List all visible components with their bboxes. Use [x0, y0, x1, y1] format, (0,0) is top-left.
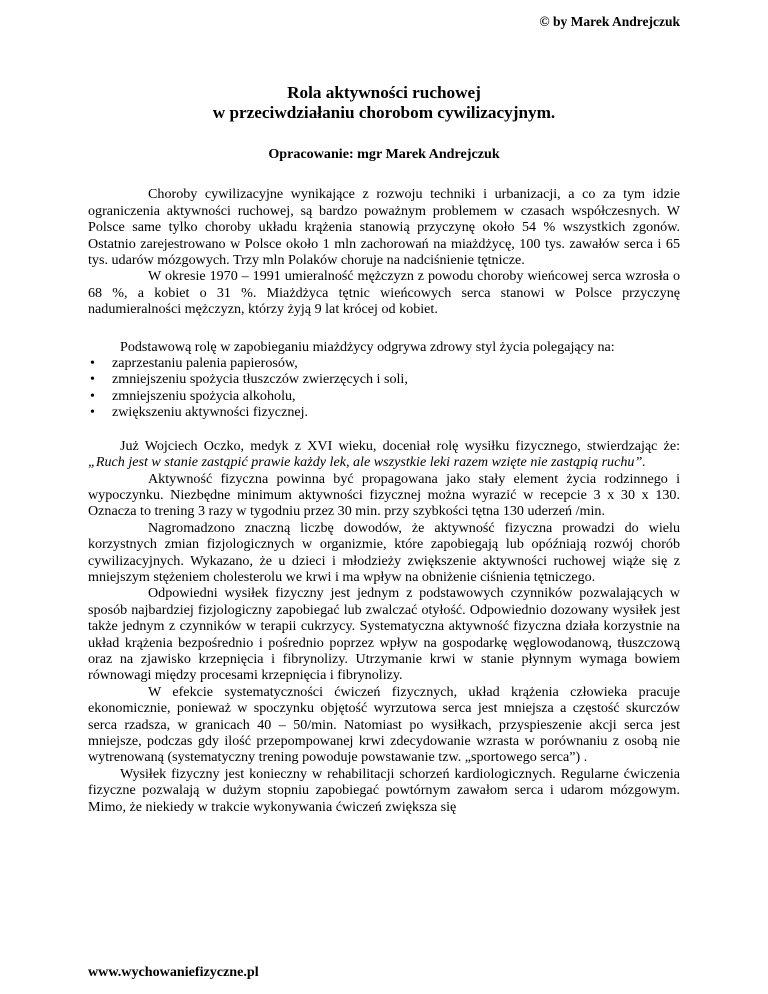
author-line: Opracowanie: mgr Marek Andrejczuk: [268, 146, 500, 162]
website-footer: www.wychowaniefizyczne.pl: [88, 964, 259, 980]
list-intro: Podstawową rolę w zapobieganiu miażdżycy odgrywa zdrowy styl życia polegający na:: [120, 338, 615, 355]
list-item: [88, 404, 680, 420]
document-page: [88, 0, 680, 815]
bullet-icon: •: [90, 387, 95, 404]
bullet-icon: •: [90, 355, 95, 372]
list-item-text: zaprzestaniu palenia papierosów,: [112, 355, 298, 372]
list-item: [88, 388, 680, 404]
list-item-text: zwiększeniu aktywności fizycznej.: [112, 404, 309, 421]
paragraph-7: W efekcie systematyczności ćwiczeń fizycznych, układ krążenia człowieka pracuje ekonomicznie, ponieważ w spoczynku objętość wyrzutowa serca jest mniejsza a częstość skurczów serca rzadsza, w granicach 40 – 50/min. Natomiast po wysiłkach, przyspieszenie akcji serca jest mniejsze, podczas gdy ilość przepompowanej krwi zdecydowanie wzrasta w porównaniu z osobą nie wytrenowaną (systematyczny trening powoduje powstawanie tzw. „sportowego serca”) .: [88, 683, 680, 766]
list-item: [88, 371, 680, 387]
copyright-header: © by Marek Andrejczuk: [539, 14, 680, 29]
bullet-icon: •: [90, 371, 95, 388]
title-line-1: Rola aktywności ruchowej: [287, 83, 481, 102]
bullet-icon: •: [90, 404, 95, 421]
oczko-quote: „Ruch jest w stanie zastąpić prawie każdy lek, ale wszystkie leki razem wzięte nie zastąpią ruchu”.: [88, 454, 646, 471]
list-item: [88, 355, 680, 371]
paragraph-2: W okresie 1970 – 1991 umieralność mężczyzn z powodu choroby wieńcowej serca wzrosła o 68 %, a kobiet o 31 %. Miażdżyca tętnic wieńcowych serca stanowi w Polsce przyczynę nadumieralności mężczyzn, którzy żyją 9 lat krócej od kobiet.: [88, 268, 680, 318]
paragraph-6: Odpowiedni wysiłek fizyczny jest jednym z podstawowych czynników pozwalających w sposób najbardziej fizjologiczny zapobiegać lub zwalczać otyłość. Odpowiednio dozowany wysiłek jest także jednym z czynników w terapii cukrzycy. Systematyczna aktywność fizyczna działa korzystnie na układ krążenia bezpośrednio i pośrednio poprzez wpływ na gospodarkę węglowodanową, tłuszczową oraz na zjawisko krzepnięcia i fibrynolizy. Utrzymanie krwi w stanie płynnym wymaga bowiem równowagi między procesami krzepnięcia i fibrynolizy.: [88, 585, 680, 684]
paragraph-8: Wysiłek fizyczny jest konieczny w rehabilitacji schorzeń kardiologicznych. Regularne ćwiczenia fizyczne pozwalają w dużym stopniu zapobiegać powtórnym zawałom serca i udarom mózgowym. Mimo, że niekiedy w trakcie wykonywania ćwiczeń zwiększa się: [88, 765, 680, 815]
paragraph-3: [88, 438, 680, 471]
list-item-text: zmniejszeniu spożycia alkoholu,: [112, 387, 296, 404]
list-item-text: zmniejszeniu spożycia tłuszczów zwierzęcych i soli,: [112, 371, 408, 388]
document-title: [88, 83, 680, 123]
bullet-list: [88, 355, 680, 421]
paragraph-1: Choroby cywilizacyjne wynikające z rozwoju techniki i urbanizacji, a co za tym idzie ograniczenia aktywności ruchowej, są bardzo poważnym problemem w czasach współczesnych. W Polsce same tylko choroby układu krążenia stanowią przyczynę około 54 % wszystkich zgonów. Ostatnio zarejestrowano w Polsce około 1 mln zachorowań na miażdżycę, 100 tys. zawałów serca i 65 tys. udarów mózgowych. Trzy mln Polaków choruje na nadciśnienie tętnicze.: [88, 186, 680, 269]
paragraph-5: Nagromadzono znaczną liczbę dowodów, że aktywność fizyczna prowadzi do wielu korzystnych zmian fizjologicznych w organizmie, które zapobiegają lub opóźniają rozwój chorób cywilizacyjnych. Wykazano, że u dzieci i młodzieży zwiększenie aktywności ruchowej wiąże się z mniejszym stężeniem cholesterolu we krwi i ma wpływ na obniżenie ciśnienia tętniczego.: [88, 519, 680, 585]
paragraph-4: Aktywność fizyczna powinna być propagowana jako stały element życia rodzinnego i wypoczynku. Niezbędne minimum aktywności fizycznej można wyrazić w recepcie 3 x 30 x 130. Oznacza to trening 3 razy w tygodniu przez 30 min. przy szybkości tętna 130 uderzeń /min.: [88, 470, 680, 520]
paragraph-3-text: Już Wojciech Oczko, medyk z XVI wieku, doceniał rolę wysiłku fizycznego, stwierdzając że:: [120, 437, 680, 454]
title-line-2: w przeciwdziałaniu chorobom cywilizacyjnym.: [212, 103, 556, 122]
